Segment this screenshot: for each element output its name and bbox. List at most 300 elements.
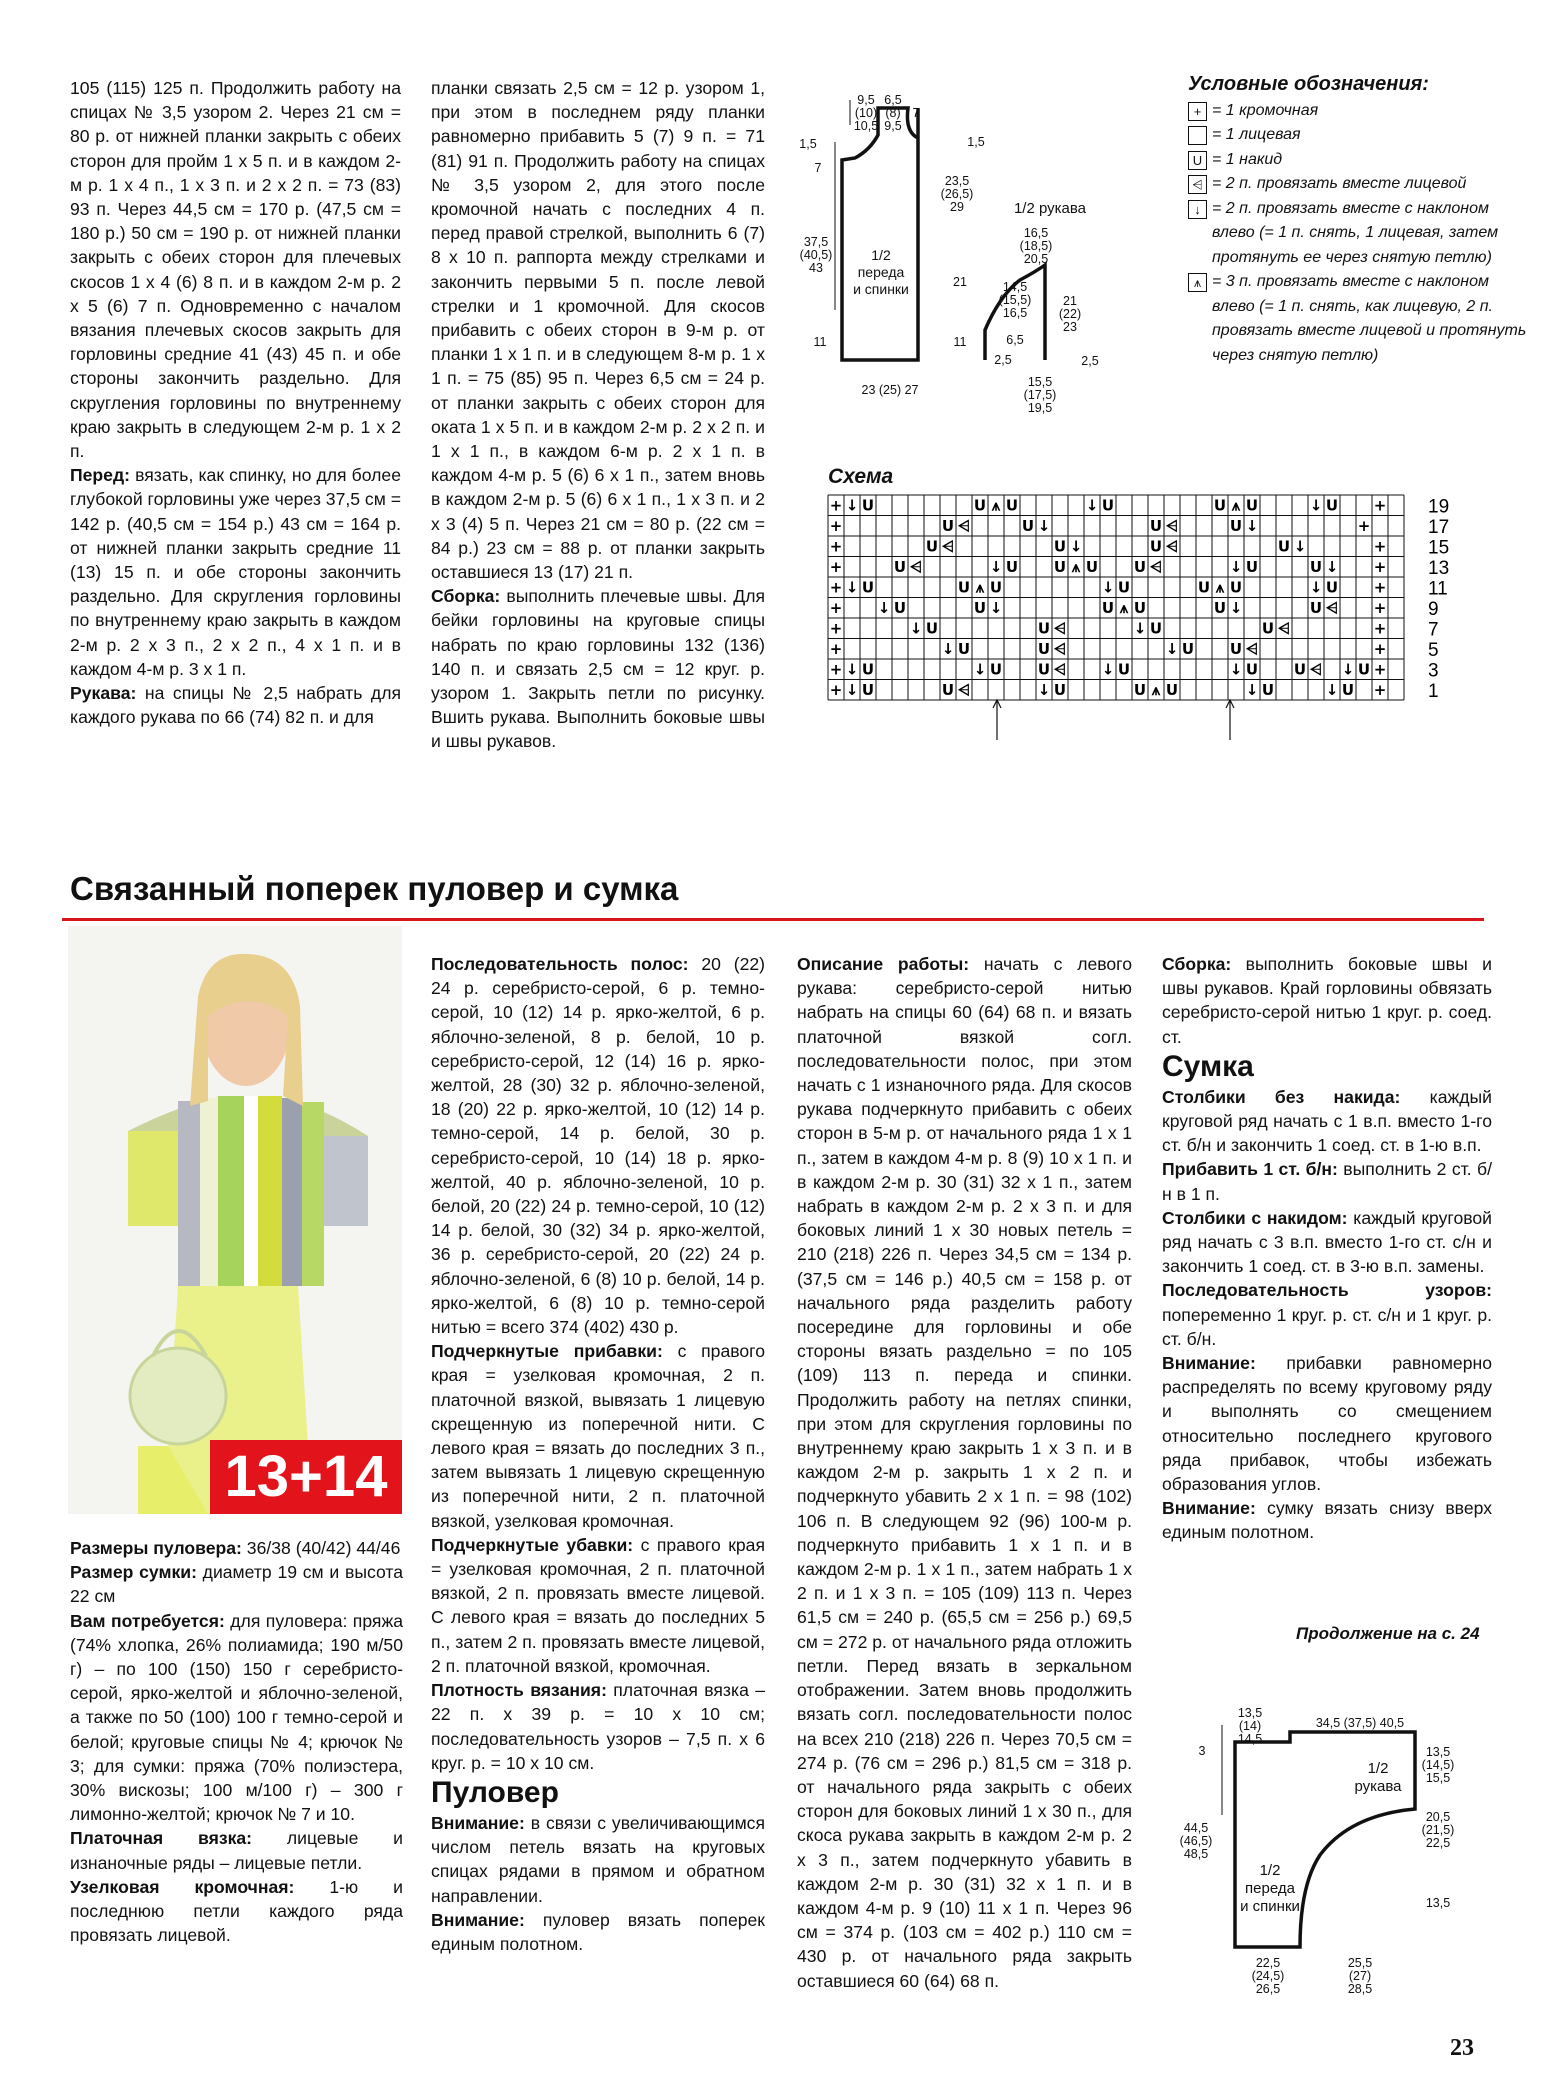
paragraph-body: начать с левого рукава: серебристо-серой нитью набрать на спицы 60 (64) 68 п. и вязать платочной вязкой согл. последовательности полос, при этом начать с 1 изнаночного ряда. Для скосов рукава подчеркнуто прибавить с обеих сторон в 5-м р. от начального ряда 1 х 1 п., затем в каждом 4-м р. 8 (9) 10 х 1 п. и в каждом 2-м р. 30 (31) 32 х 1 п., затем набрать в каждом 2-м р. 2 х 3 п. и для боковых линий 1 х 30 новых петель = 210 (218) 226 п. Через 34,5 см = 134 р. (37,5 см = 146 р.) 40,5 см = 158 р. от начального ряда разделить работу посередине для горловины и обе стороны вязать раздельно = по 105 (109) 113 п. переда и спинки. Продолжить работу на петлях спинки, при этом для скругления горловины по внутреннему краю закрыть 1 х 3 п. и в каждом 2-м р. закрыть 1 х 2 п. и подчеркнуто убавить 2 х 1 п. = 98 (102) 106 п. В следующем 92 (96) 100-м р. подчеркнуто прибавить 1 х 1 п. и в каждом 2-м р. 1 х 1 п., затем набрать 1 х 2 п. и 1 х 3 п. = 105 (109) 113 п. Через 61,5 см = 240 р. (65,5 см = 256 р.) 69,5 см = 272 р. от начального ряда отложить петли. Перед вязать в зеркальном отображении. Затем вновь продолжить вязать согл. последовательности полос на всех 210 (218) 226 п. Через 70,5 см = 274 р. (76 см = 296 р.) 81,5 см = 318 р. от начального ряда закрыть с обеих сторон для боковых линий 1 х 30 п., для скоса рукава закрыть в каждом 2-м р. 2 х 3 п., затем подчеркнуто убавить в каждом 2-м р. 30 (31) 32 х 1 п. и в каждом 4-м р. 9 (10) 11 х 1 п. Через 96 см = 374 р. (103 см = 402 р.) 110 см = 430 р. от начального ряда закрыть оставшиеся 60 (64) 68 п. — [797, 954, 1132, 1991]
dim-sl-top: 16,5 — [1023, 226, 1049, 240]
dim-armhole: 23,5 — [944, 174, 970, 188]
paragraph-lead: Внимание: — [1162, 1498, 1256, 1519]
dim2-rmid-3: 22,5 — [1425, 1836, 1451, 1850]
dim-sl-r-3: 23 — [1063, 320, 1077, 334]
yarnover-icon: U — [1188, 151, 1207, 170]
stitch-symbol: ↓ — [1293, 537, 1307, 556]
stitch-symbol: U — [1357, 660, 1371, 679]
article-title: Связанный поперек пуловер и сумка — [70, 870, 679, 907]
paragraph-body: для пуловера: пряжа (74% хлопка, 26% полиамида; 190 м/50 г) – по 100 (150) 150 г серебристо-серой, ярко-желтой и яблочно-зеленой, а также по 50 (100) 100 г темно-серой и белой; круговые спицы № 4; крючок № 3; для сумки: пряжа (70% полиэстера, 30% вискозы; 100 м/100 г) – 300 г лимонно-желтой; крючок № 7 и 10. — [70, 1610, 404, 1825]
stitch-symbol: U — [1149, 517, 1163, 535]
stitch-symbol: U — [1037, 619, 1051, 638]
dim2-rtop-3: 15,5 — [1425, 1771, 1451, 1785]
stitch-symbol: U — [957, 640, 971, 658]
stitch-symbol: ↓ — [877, 599, 891, 617]
stitch-symbol: ↓ — [1133, 619, 1147, 638]
stitch-symbol: U — [973, 496, 987, 515]
edge-stitch-icon: + — [1188, 102, 1207, 121]
dim-top-mid-2: (8) — [885, 106, 901, 120]
stitch-symbol: U — [1261, 619, 1275, 638]
k2tog-icon: ⩤ — [1188, 175, 1207, 194]
dim2-rbot: 13,5 — [1425, 1896, 1451, 1910]
stitch-symbol: U — [1053, 681, 1067, 699]
dim-sl-25: 2,5 — [994, 353, 1012, 367]
top-col2-text-a: планки связать 2,5 см = 12 р. узором 1, при этом в последнем ряду планки равномерно прибавить 5 (7) 9 п. = 71 (81) 91 п. Продолжить работу на спицах № 3,5 узором 2, для этого после кромочной начать с последних 4 п. перед правой стрелкой, выполнить 6 (7) 8 х 10 п. раппорта между стрелками и закончить первыми 5 п. после левой стрелки и 1 кромочной. Для скосов прибавить с обеих сторон в 9-м р. от планки 1 х 1 п. и в следующем 8-м р. 1 х 1 п. = 75 (85) 95 п. Через 6,5 см = 24 р. от планки закрыть с обеих сторон для оката 1 х 5 п. и в каждом 2-м р. 2 х 2 п. и 1 х 1 п., в каждом 6-м р. 2 х 1 п. в каждом 4-м р. 5 (6) 6 х 1 п., затем вновь в каждом 2-м р. 5 (6) 6 х 1 п., 1 х 3 п. и 2 х 3 (4) 5 п. Через 21 см = 80 р. (22 см = 84 р.) 23 см = 88 р. от планки закрыть оставшиеся 13 (17) 21 п. — [431, 78, 765, 583]
paragraph — [1162, 1157, 1492, 1205]
paragraph-body: попеременно 1 круг. р. ст. с/н и 1 круг. р. ст. б/н. — [1162, 1304, 1492, 1349]
sleeve2-label-2: рукава — [1354, 1778, 1402, 1795]
stitch-symbol: + — [829, 640, 843, 658]
paragraph — [70, 1536, 403, 1560]
paragraph-body: 20 (22) 24 р. серебристо-серой, 6 р. темно-серой, 10 (12) 14 р. ярко-желтой, 6 р. яблочно-зеленой, 8 р. белой, 10 р. серебристо-серой, 12 (14) 16 р. ярко-желтой, 28 (30) 32 р. яблочно-зеленой, 18 (20) 22 р. ярко-желтой, 10 (12) 14 р. темно-серой, 14 р. белой, 30 р. серебристо-серой, 10 (14) 18 р. ярко-желтой, 40 р. яблочно-зеленой, 10 р. белой, 20 (22) 24 р. темно-серой, 10 (12) 14 р. белой, 30 (32) 34 р. ярко-желтой, 36 р. серебристо-серой, 20 (22) 24 р. яблочно-зеленой, 6 (8) 10 р. белой, 14 р. ярко-желтой, 6 (8) 10 р. темно-серой нитью = всего 374 (402) 430 р. — [431, 954, 765, 1338]
stitch-symbol: + — [829, 660, 843, 679]
stitch-symbol: U — [1293, 660, 1307, 679]
dim2-botright-2: (27) — [1348, 1969, 1372, 1983]
stitch-symbol: ↓ — [1165, 640, 1179, 658]
row-number: 17 — [1428, 517, 1450, 538]
paragraph-lead: Столбики с накидом: — [1162, 1207, 1348, 1228]
stitch-symbol: U — [1053, 558, 1067, 576]
stitch-symbol: U — [973, 599, 987, 617]
stitch-symbol: U — [1245, 496, 1259, 515]
stitch-symbol: + — [1373, 640, 1387, 658]
row-number: 3 — [1428, 660, 1439, 682]
paragraph-lead: Размер сумки: — [70, 1562, 197, 1583]
pattern-diagram-2 — [1150, 1705, 1510, 2000]
stitch-symbol: U — [1053, 537, 1067, 556]
legend-text: = 1 лицевая — [1212, 126, 1301, 143]
dim-side-7: 7 — [814, 161, 822, 175]
stitch-symbol: ↓ — [973, 660, 987, 679]
paragraph — [1162, 1206, 1492, 1279]
dim2-left-3: 48,5 — [1183, 1847, 1209, 1861]
scheme-title: Схема — [828, 465, 894, 488]
stitch-symbol: ⩤ — [1053, 619, 1067, 638]
paragraph-lead: Внимание: — [431, 1812, 525, 1833]
article-column-2 — [431, 952, 765, 1956]
paragraph-lead: Последовательность полос: — [431, 954, 689, 974]
body2-label: 1/2 — [1259, 1862, 1281, 1879]
title-rule — [62, 918, 1484, 921]
stitch-symbol: + — [829, 496, 843, 515]
stitch-symbol: U — [1005, 558, 1019, 576]
dim-armhole-3: 29 — [950, 200, 964, 214]
dim-sl-left-3: 16,5 — [1002, 306, 1028, 320]
stitch-symbol: ↓ — [1325, 681, 1339, 699]
stitch-symbol: U — [1229, 517, 1243, 535]
paragraph-lead: Платочная вязка: — [70, 1828, 253, 1849]
paragraph-body: в связи с увеличивающимся числом петель вязать на круговых спицах рядами в прямом и обратном направлении. — [431, 1812, 765, 1906]
stitch-symbol: U — [989, 578, 1003, 597]
stitch-symbol: + — [1373, 619, 1387, 638]
legend — [1188, 72, 1528, 368]
stitch-symbol: U — [925, 619, 939, 638]
stitch-symbol: ⩤ — [957, 681, 971, 699]
stitch-symbol: U — [941, 681, 955, 699]
dim-sl-left: 14,5 — [1002, 280, 1028, 294]
paragraph-lead: Узелковая кромочная: — [70, 1876, 295, 1897]
dim2-rtop-2: (14,5) — [1421, 1758, 1455, 1772]
top-col1-text-b: вязать, как спинку, но для более глубокой горловины уже через 37,5 см = 142 р. (40,5 см = 154 р.) 43 см = 164 р. от нижней планки закрыть средние 11 (13) 15 п. и обе стороны закончить раздельно. Для скругления горловины по внутреннему краю закрыть в каждом 2-м р. 2 х 3 п., 2 х 2 п., 4 х 1 п. и в каждом 4-м р. 3 х 1 п. — [70, 465, 401, 679]
stitch-symbol: U — [1325, 496, 1339, 515]
row-number: 9 — [1428, 599, 1439, 620]
paragraph — [431, 952, 765, 1339]
body2-label-3: и спинки — [1240, 1898, 1300, 1915]
stitch-symbol: ⩤ — [1165, 517, 1179, 535]
paragraph-lead: Вам потребуется: — [70, 1610, 225, 1631]
stitch-symbol: + — [1373, 496, 1387, 515]
stitch-symbol: ⩤ — [1165, 537, 1179, 556]
dim-side-15: 1,5 — [799, 137, 817, 151]
paragraph — [70, 1560, 403, 1608]
stitch-symbol: U — [1133, 558, 1147, 576]
stitch-symbol: U — [1325, 578, 1339, 597]
pattern-diagram-1 — [790, 80, 1180, 425]
ssk-icon: ↓ — [1188, 200, 1207, 219]
half-body-label-2: переда — [857, 264, 905, 280]
legend-text: = 1 накид — [1212, 150, 1283, 168]
stitch-symbol: U — [1101, 496, 1115, 515]
dim2-botleft-3: 26,5 — [1255, 1982, 1281, 1996]
paragraph-lead: Плотность вязания: — [431, 1680, 607, 1701]
paragraph — [1162, 1085, 1492, 1158]
stitch-symbol: ↓ — [845, 681, 859, 699]
stitch-symbol: U — [861, 660, 875, 679]
paragraph — [431, 1678, 765, 1775]
paragraph-body: сумку вязать снизу вверх единым полотном. — [1162, 1498, 1492, 1543]
stitch-symbol: ↓ — [1229, 558, 1243, 576]
stitch-symbol: ⩚ — [991, 496, 1001, 515]
stitch-symbol: U — [1229, 578, 1243, 597]
article-column-4 — [1162, 952, 1492, 1545]
stitch-symbol: ↓ — [989, 599, 1003, 617]
paragraph — [431, 1339, 765, 1533]
front-heading: Перед: — [70, 465, 130, 486]
stitch-symbol: U — [1213, 599, 1227, 617]
dim-sl-bottom-2: (17,5) — [1023, 388, 1057, 402]
stitch-symbol: ⩤ — [909, 558, 923, 576]
stitch-symbol: ↓ — [1101, 578, 1115, 597]
dim-l11: 11 — [813, 335, 827, 349]
dim-top-mid: 6,5 — [884, 93, 902, 107]
top-col1-text-c: на спицы № 2,5 набрать для каждого рукава по 66 (74) 82 п. и для — [70, 683, 401, 728]
stitch-symbol: U — [1005, 496, 1019, 515]
stitch-symbol: U — [1037, 660, 1051, 679]
paragraph-lead: Подчеркнутые прибавки: — [431, 1341, 663, 1362]
half-body-label: 1/2 — [871, 247, 891, 263]
row-number: 19 — [1428, 496, 1450, 518]
dim-top-left-2: (10) — [854, 106, 878, 120]
paragraph — [70, 1609, 403, 1827]
stitch-symbol: + — [1373, 558, 1387, 576]
stitch-symbol: + — [1373, 537, 1387, 556]
dim2-botright: 25,5 — [1347, 1956, 1373, 1970]
paragraph-body: выполнить 2 ст. б/н в 1 п. — [1162, 1159, 1493, 1204]
stitch-symbol: + — [829, 578, 843, 597]
stitch-symbol: + — [1357, 517, 1371, 535]
dim-top-left: 9,5 — [857, 93, 875, 107]
stitch-symbol: ⩤ — [1053, 660, 1067, 679]
stitch-symbol: U — [1101, 599, 1115, 617]
stitch-symbol: ⩤ — [1325, 599, 1339, 617]
stitch-symbol: + — [829, 537, 843, 556]
dim-left-len-3: 43 — [809, 261, 823, 275]
row-number: 15 — [1428, 537, 1450, 559]
dim2-rtop: 13,5 — [1425, 1745, 1451, 1759]
stitch-symbol: + — [1373, 599, 1387, 617]
stitch-symbol: ⩚ — [1151, 681, 1161, 699]
dim-sl-top-3: 20,5 — [1023, 252, 1049, 266]
row-number: 1 — [1428, 681, 1439, 702]
stitch-symbol: ⩤ — [1277, 619, 1291, 638]
dim-sl-25r: 2,5 — [1081, 354, 1099, 368]
scheme-grid — [826, 493, 1466, 763]
row-number: 13 — [1428, 558, 1450, 579]
legend-item-sk2p — [1188, 270, 1528, 368]
legend-text: = 1 кромочная — [1212, 101, 1319, 119]
stitch-symbol: U — [1021, 517, 1035, 535]
article-column-1 — [70, 1536, 403, 1947]
stitch-symbol: U — [1261, 681, 1275, 699]
paragraph — [1162, 1278, 1492, 1351]
dim2-left-2: (46,5) — [1179, 1834, 1213, 1848]
sk2p-icon: ⩚ — [1188, 273, 1207, 292]
stitch-symbol: ⩚ — [1119, 599, 1129, 617]
top-text-column-2 — [431, 76, 765, 754]
stitch-symbol: ↓ — [909, 619, 923, 638]
stitch-symbol: U — [941, 517, 955, 535]
assembly-heading: Сборка: — [431, 586, 501, 607]
stitch-symbol: + — [829, 517, 843, 535]
dim-left-len: 37,5 — [803, 235, 829, 249]
stitch-symbol: ⩤ — [941, 537, 955, 556]
dim-top-mid-3: 9,5 — [884, 119, 902, 133]
stitch-symbol: ⩤ — [1245, 640, 1259, 658]
paragraph-body: прибавки равномерно распределять по всему круговому ряду и выполнять со смещением относительно последнего кругового ряда прибавок, чтобы избежать образования углов. — [1162, 1353, 1492, 1495]
paragraph-lead: Прибавить 1 ст. б/н: — [1162, 1159, 1338, 1180]
dim-sl-r-2: (22) — [1058, 307, 1082, 321]
stitch-symbol: ↓ — [1229, 660, 1243, 679]
paragraph-body: каждый круговой ряд начать с 3 в.п. вместо 1-го ст. с/н и закончить 1 соед. ст. в 3-ю в.п. замены. — [1162, 1207, 1492, 1277]
dim2-left: 44,5 — [1183, 1821, 1209, 1835]
stitch-symbol: ↓ — [845, 496, 859, 515]
stitch-symbol: ↓ — [1101, 660, 1115, 679]
dim-sl-r: 21 — [1063, 294, 1077, 308]
stitch-symbol: ↓ — [845, 578, 859, 597]
stitch-symbol: U — [861, 578, 875, 597]
model-illustration — [68, 926, 402, 1514]
stitch-symbol: ↓ — [941, 640, 955, 658]
stitch-symbol: ⩚ — [1071, 558, 1081, 576]
dim-armhole-2: (26,5) — [940, 187, 974, 201]
stitch-symbol: U — [989, 660, 1003, 679]
legend-text: = 2 п. провязать вместе с наклоном влево (= 1 п. снять, 1 лицевая, затем протянуть ее через снятую петлю) — [1212, 199, 1499, 266]
dim2-botright-3: 28,5 — [1347, 1982, 1373, 1996]
dim-sl-bottom-3: 19,5 — [1027, 401, 1053, 415]
stitch-symbol: ⩤ — [957, 517, 971, 535]
paragraph-body: лицевые и изнаночные ряды – лицевые петли. — [70, 1828, 404, 1873]
stitch-symbol: U — [1133, 681, 1147, 699]
top-col1-text-a: 105 (115) 125 п. Продолжить работу на спицах № 3,5 узором 2. Через 21 см = 80 р. от нижней планки закрыть с обеих сторон для пройм 1 х 5 п. и в каждом 2-м р. 1 х 4 п., 1 х 3 п. и 2 х 2 п. = 73 (83) 93 п. Через 44,5 см = 170 р. (47,5 см = 180 р.) 50 см = 190 р. от нижней планки закрыть с обеих сторон для плечевых скосов 1 х 4 (6) 8 п. и в каждом 2-м р. 2 х 5 (6) 7 п. Одновременно с началом вязания плечевых скосов закрыть для горловины средние 41 (43) 45 п. и обе стороны закончить раздельно. Для скругления горловины по внутреннему краю закрыть в следующем 2-м р. 1 х 2 п. — [70, 78, 401, 462]
stitch-symbol: + — [1373, 578, 1387, 597]
legend-text: = 3 п. провязать вместе с наклоном влево (= 1 п. снять, как лицевую, 2 п. провязать вместе лицевой и протянуть через снятую петлю) — [1212, 273, 1527, 364]
stitch-symbol: ⩤ — [1309, 660, 1323, 679]
dim-right-15: 1,5 — [967, 135, 985, 149]
dim-bottom: 23 (25) 27 — [861, 383, 919, 397]
paragraph-body: платочная вязка – 22 п. х 39 р. = 10 х 10 см; последовательность узоров – 7,5 п. х 6 круг. р. = 10 х 10 см. — [431, 1680, 765, 1773]
legend-item-ssk — [1188, 197, 1528, 271]
stitch-symbol: U — [1197, 578, 1211, 597]
stitch-symbol: ↓ — [845, 660, 859, 679]
paragraph-lead: Внимание: — [1162, 1353, 1256, 1374]
dim-sl-top-2: (18,5) — [1019, 239, 1053, 253]
paragraph — [1162, 1351, 1492, 1496]
project-number-badge: 13+14 — [210, 1440, 402, 1514]
legend-item-edge — [1188, 99, 1528, 124]
stitch-symbol: + — [829, 619, 843, 638]
dim2-rmid: 20,5 — [1425, 1810, 1451, 1824]
paragraph — [70, 1826, 403, 1874]
legend-title: Условные обозначения: — [1188, 73, 1429, 95]
continued-note: Продолжение на с. 24 — [1296, 1624, 1480, 1643]
sleeve2-label: 1/2 — [1367, 1760, 1389, 1777]
stitch-symbol: ↓ — [1309, 578, 1323, 597]
stitch-symbol: U — [893, 599, 907, 617]
dim-sl-65: 6,5 — [1006, 333, 1024, 347]
sleeves-heading: Рукава: — [70, 683, 137, 704]
dim2-neck: 13,5 — [1237, 1706, 1263, 1720]
subsection-heading: Сумка — [1162, 1049, 1254, 1083]
stitch-symbol: U — [1245, 558, 1259, 576]
stitch-symbol: ↓ — [1245, 517, 1259, 535]
dim2-neck-2: (14) — [1238, 1719, 1262, 1733]
paragraph — [431, 1811, 765, 1908]
paragraph-body: 1-ю и последнюю петли каждого ряда провязать лицевой. — [70, 1876, 404, 1946]
paragraph-lead: Подчеркнутые убавки: — [431, 1534, 634, 1555]
stitch-symbol: U — [925, 537, 939, 556]
paragraph — [1162, 1496, 1492, 1544]
stitch-symbol: ↓ — [1341, 660, 1355, 679]
paragraph-body: 36/38 (40/42) 44/46 — [241, 1538, 401, 1558]
stitch-symbol: U — [1149, 537, 1163, 556]
paragraph-lead: Размеры пуловера: — [70, 1538, 242, 1558]
stitch-symbol: U — [1149, 619, 1163, 638]
stitch-symbol: U — [893, 558, 907, 576]
row-number: 11 — [1428, 578, 1448, 600]
paragraph-body: с правого края = узелковая кромочная, 2 п. платочной вязкой, вывязать 1 лицевую скрещенную из поперечной нити. С левого края = вязать до последних 3 п., затем вывязать 1 лицевую скрещенную из поперечной нити, 2 п. платочной вязкой, узелковая кромочная. — [431, 1341, 765, 1531]
sleeve-label: 1/2 рукава — [1013, 200, 1087, 217]
stitch-symbol: ↓ — [1085, 496, 1099, 515]
paragraph-lead: Описание работы: — [797, 954, 970, 974]
stitch-symbol: + — [1373, 660, 1387, 679]
dim2-neck-3: 14,5 — [1237, 1732, 1263, 1746]
legend-item-knit — [1188, 123, 1528, 148]
row-number: 5 — [1428, 640, 1439, 661]
stitch-symbol: U — [1341, 681, 1355, 699]
stitch-symbol: ⩤ — [1053, 640, 1067, 658]
stitch-symbol: U — [1037, 640, 1051, 658]
paragraph — [70, 1875, 403, 1948]
dim2-botleft: 22,5 — [1255, 1956, 1281, 1970]
paragraph-lead: Внимание: — [431, 1909, 525, 1930]
paragraph-lead: Последовательность узоров: — [1162, 1280, 1492, 1301]
paragraph-body: с правого края = узелковая кромочная, 2 п. платочной вязкой, 2 п. провязать вместе лицевой. С левого края = вязать до последних 5 п., затем 2 п. провязать вместе лицевой, 2 п. платочной вязкой, кромочная. — [431, 1534, 765, 1676]
body-outline — [842, 108, 918, 360]
page-number: 23 — [1450, 2035, 1474, 2061]
legend-item-yarnover — [1188, 148, 1528, 173]
stitch-symbol: U — [1213, 496, 1227, 515]
stitch-symbol: ↓ — [989, 558, 1003, 576]
row-number: 7 — [1428, 619, 1439, 641]
paragraph — [431, 1533, 765, 1678]
subsection-heading: Пуловер — [431, 1775, 559, 1809]
dim-sl-left-2: (15,5) — [998, 293, 1032, 307]
dim2-sleeve-top: 34,5 (37,5) 40,5 — [1315, 1716, 1405, 1730]
stitch-symbol: + — [829, 599, 843, 617]
dim2-botleft-2: (24,5) — [1251, 1969, 1285, 1983]
article-column-3 — [797, 952, 1132, 1993]
legend-text: = 2 п. провязать вместе лицевой — [1212, 175, 1467, 192]
dim-left-len-2: (40,5) — [799, 248, 833, 262]
top-text-column-1 — [70, 76, 401, 729]
stitch-symbol: U — [861, 681, 875, 699]
stitch-symbol: ↓ — [1229, 599, 1243, 617]
paragraph-body: каждый круговой ряд начать с 1 в.п. вместо 1-го ст. б/н и закончить 1 соед. ст. в 1-ю в.п. — [1162, 1086, 1492, 1156]
stitch-symbol: U — [1117, 660, 1131, 679]
dim2-rmid-2: (21,5) — [1421, 1823, 1455, 1837]
stitch-symbol: ⩚ — [1231, 496, 1241, 515]
stitch-symbol: U — [1229, 640, 1243, 658]
model-photo — [68, 926, 402, 1514]
dim2-neck3: 3 — [1198, 1744, 1206, 1758]
stitch-symbol: U — [1085, 558, 1099, 576]
paragraph-body: диаметр 19 см и высота 22 см — [70, 1562, 403, 1607]
stitch-symbol: U — [861, 496, 875, 515]
half-body-label-3: и спинки — [853, 281, 909, 297]
paragraph-body: выполнить боковые швы и швы рукавов. Край горловины обвязать серебристо-серой нитью 1 круг. р. соед. ст. — [1162, 954, 1492, 1047]
stitch-symbol: ↓ — [1325, 558, 1339, 576]
stitch-symbol: U — [957, 578, 971, 597]
stitch-symbol: U — [1309, 558, 1323, 576]
stitch-symbol: ↓ — [1037, 517, 1051, 535]
stitch-symbol: U — [1117, 578, 1131, 597]
dim-sl-bottom: 15,5 — [1027, 375, 1053, 389]
legend-item-k2tog — [1188, 172, 1528, 197]
stitch-symbol: ⩚ — [1215, 578, 1225, 597]
dim-r11: 11 — [953, 335, 967, 349]
paragraph — [1162, 952, 1492, 1049]
stitch-symbol: ↓ — [1069, 537, 1083, 556]
top-col2-text-b: выполнить плечевые швы. Для бейки горловины на круговые спицы набрать по краю горловины 132 (136) 140 п. и связать 2,5 см = 12 круг. р. узором 1. Закрыть петли по рисунку. Вшить рукава. Выполнить боковые швы и швы рукавов. — [431, 586, 765, 752]
stitch-symbol: ⩚ — [975, 578, 985, 597]
paragraph-body: пуловер вязать поперек единым полотном. — [431, 1909, 765, 1954]
stitch-symbol: + — [829, 681, 843, 699]
stitch-symbol: U — [1165, 681, 1179, 699]
stitch-symbol: U — [1277, 537, 1291, 556]
body2-label-2: переда — [1245, 1880, 1295, 1897]
stitch-symbol: U — [1309, 599, 1323, 617]
dim-top-right: 7 — [912, 106, 920, 120]
paragraph — [797, 952, 1132, 1993]
stitch-symbol: ⩤ — [1149, 558, 1163, 576]
paragraph-lead: Сборка: — [1162, 954, 1232, 974]
paragraph-lead: Столбики без накида: — [1162, 1086, 1401, 1107]
stitch-symbol: ↓ — [1037, 681, 1051, 699]
stitch-symbol: + — [829, 558, 843, 576]
stitch-symbol: U — [1181, 640, 1195, 658]
paragraph — [431, 1908, 765, 1956]
stitch-symbol: U — [1133, 599, 1147, 617]
